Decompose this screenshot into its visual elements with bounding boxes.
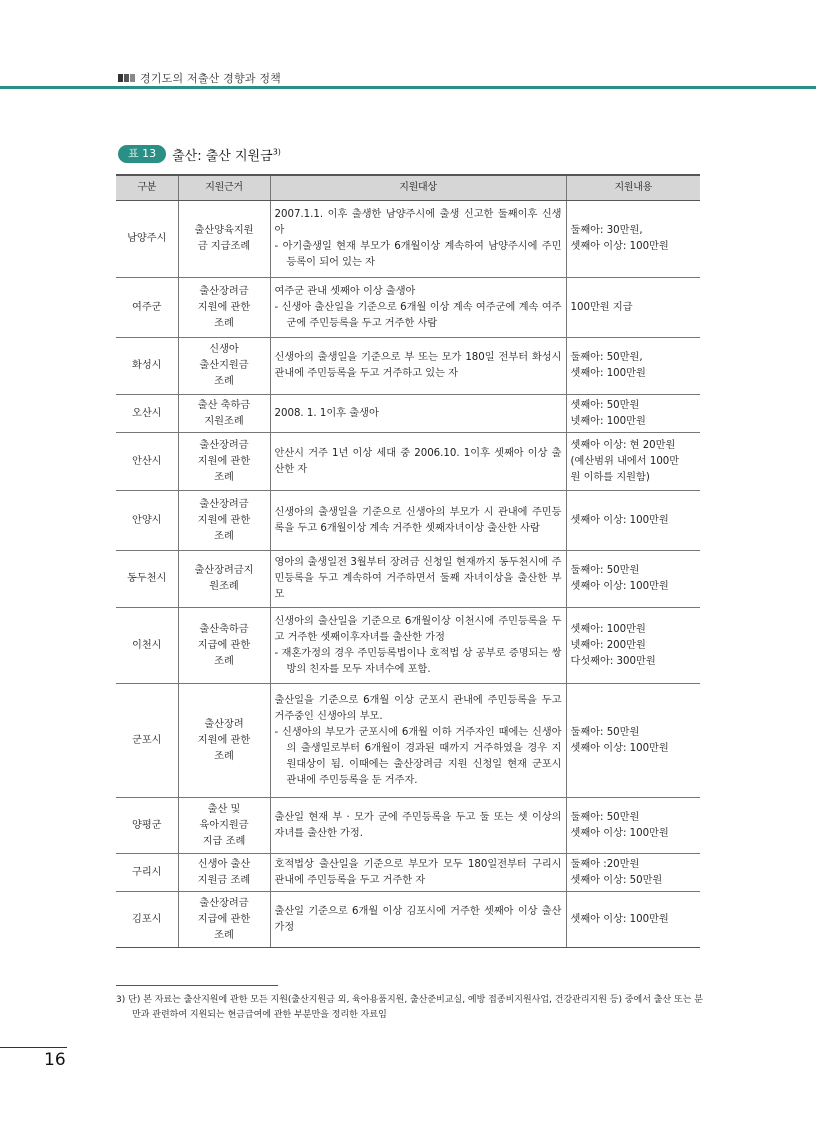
footnote-text [116, 993, 706, 1023]
header-target: 지원대상 [270, 175, 566, 201]
target-line: - 신생아 출산일을 기준으로 6개월 이상 계속 여주군에 계속 여주군에 주민등록을 두고 거주한 사람 [274, 301, 562, 329]
footnote [116, 993, 706, 1023]
cell-target [270, 201, 566, 278]
cell-region: 화성시 [116, 338, 178, 395]
header-rule [0, 86, 816, 89]
content-line: 셋째아 이상: 100만원 [570, 913, 669, 925]
birth-subsidy-table [116, 174, 700, 948]
basis-line: 출산장려금 [199, 897, 249, 909]
cell-region: 동두천시 [116, 551, 178, 608]
footnote-body: 단) 본 자료는 출산지원에 관한 모든 지원(출산지원금 외, 육아용품지원, 출산준비교실, 예방 접종비지원사업, 건강관리지원 등) 중에서 출산 또는 분만과 관련하여 지원되는 현금급여에 관한 부분만을 정리한 자료임 [128, 995, 703, 1020]
cell-basis [178, 433, 270, 491]
cell-content [566, 338, 700, 395]
basis-line: 신생아 [209, 344, 239, 355]
cell-region: 안양시 [116, 491, 178, 551]
target-line: 출산일 기준으로 6개월 이상 김포시에 거주한 셋째아 이상 출산가정 [274, 905, 562, 933]
cell-content [566, 798, 700, 854]
content-line: 100만원 지급 [570, 301, 633, 313]
basis-line: 출산장려금 [199, 498, 249, 510]
cell-basis [178, 395, 270, 433]
content-line: 셋째아 이상: 100만원 [570, 514, 669, 526]
basis-line: 신생아 출산 [197, 858, 251, 870]
cell-basis [178, 201, 270, 278]
cell-content [566, 551, 700, 608]
cell-region: 구리시 [116, 854, 178, 892]
content-line: 원 이하를 지원함) [570, 471, 650, 483]
cell-target [270, 551, 566, 608]
content-line: 셋째아 이상: 100만원 [570, 742, 669, 754]
content-line: 셋째아 이상: 100만원 [570, 581, 669, 592]
content-line: 둘째아: 50만원 [570, 811, 640, 823]
target-line: 2008. 1. 1이후 출생아 [274, 407, 379, 419]
target-line: 2007.1.1. 이후 출생한 남양주시에 출생 신고한 둘째이후 신생아 [274, 209, 562, 236]
cell-basis [178, 608, 270, 684]
target-line: 신생아의 출생일을 기준으로 신생아의 부모가 시 관내에 주민등록을 두고 6개월이상 계속 거주한 셋째자녀이상 출산한 사람 [274, 506, 562, 534]
cell-target [270, 854, 566, 892]
cell-target [270, 433, 566, 491]
content-line: 둘째아: 50만원 [570, 726, 640, 738]
header-region: 구분 [116, 175, 178, 201]
cell-basis [178, 338, 270, 395]
basis-line: 지원조례 [204, 415, 244, 427]
cell-region: 안산시 [116, 433, 178, 491]
footnote-ref: 3) [272, 147, 281, 157]
cell-target [270, 491, 566, 551]
basis-line: 조례 [214, 376, 234, 387]
table-row [116, 395, 700, 433]
basis-line: 출산축하금 [199, 623, 249, 635]
table-caption [118, 145, 281, 163]
table-title [172, 145, 281, 164]
table-row [116, 608, 700, 684]
table-row [116, 201, 700, 278]
basis-line: 지급에 관한 [197, 913, 251, 925]
table-row [116, 892, 700, 948]
basis-line: 지원에 관한 [197, 455, 251, 467]
content-line: 둘째아: 30만원, [570, 225, 643, 236]
basis-line: 원조례 [209, 581, 239, 592]
basis-line: 출산지원금 [199, 360, 249, 371]
cell-basis [178, 684, 270, 798]
cell-content [566, 278, 700, 338]
content-line: 셋째아 이상: 100만원 [570, 241, 669, 252]
basis-line: 출산양육지원 [194, 225, 254, 236]
target-line: 신생아의 출산일을 기준으로 6개월이상 이천시에 주민등록을 두고 거주한 셋째이후자녀를 출산한 가정 [274, 615, 562, 643]
running-header-title: 경기도의 저출산 경향과 정책 [140, 72, 282, 85]
target-line: 안산시 거주 1년 이상 세대 중 2006.10. 1이후 셋째아 이상 출산한 자 [274, 447, 562, 475]
cell-region: 오산시 [116, 395, 178, 433]
table-number-badge: 표 13 [118, 145, 166, 163]
table-row [116, 551, 700, 608]
target-line: 출산일을 기준으로 6개월 이상 군포시 관내에 주민등록을 두고 거주중인 신생아의 부모. [274, 694, 562, 722]
page-number: 16 [44, 1050, 66, 1070]
content-line: 셋째아: 50만원 [570, 399, 640, 411]
target-line: - 아기출생일 현재 부모가 6개월이상 계속하여 남양주시에 주민등록이 되어 있는 자 [274, 241, 562, 268]
cell-region: 남양주시 [116, 201, 178, 278]
cell-content [566, 684, 700, 798]
cell-target [270, 338, 566, 395]
basis-line: 지원에 관한 [197, 734, 251, 746]
content-line: (예산범위 내에서 100만 [570, 455, 680, 467]
basis-line: 조례 [214, 929, 234, 941]
basis-line: 지급에 관한 [197, 639, 251, 651]
header-content: 지원내용 [566, 175, 700, 201]
target-line: 영아의 출생일전 3월부터 장려금 신청일 현재까지 동두천시에 주민등록을 두고 계속하여 거주하면서 둘째 자녀이상을 출산한 부모 [274, 557, 562, 600]
basis-line: 금 지급조례 [197, 241, 251, 252]
table-header-row [116, 175, 700, 201]
basis-line: 출산장려금 [199, 439, 249, 451]
table-title-text: 출산: 출산 지원금 [172, 148, 273, 164]
content-line: 셋째아: 100만원 [570, 623, 646, 635]
cell-target [270, 798, 566, 854]
cell-content [566, 491, 700, 551]
cell-content [566, 395, 700, 433]
basis-line: 지급 조례 [202, 835, 246, 847]
basis-line: 지원금 조례 [197, 874, 251, 886]
cell-content [566, 854, 700, 892]
content-line: 넷째아: 100만원 [570, 415, 646, 427]
cell-basis [178, 551, 270, 608]
cell-content [566, 608, 700, 684]
basis-line: 출산 축하금 [197, 399, 251, 411]
cell-region: 김포시 [116, 892, 178, 948]
cell-basis [178, 798, 270, 854]
page-header [0, 0, 816, 90]
basis-line: 출산 및 [207, 803, 241, 815]
cell-target [270, 608, 566, 684]
content-line: 둘째아: 50만원, [570, 352, 643, 363]
running-header [118, 70, 281, 86]
target-line: - 신생아의 부모가 군포시에 6개월 이하 거주자인 때에는 신생아의 출생일로부터 6개월이 경과된 때까지 거주하였을 경우 지원대상이 됨. 이때에는 출산장려금 지원 신청일 현재 군포시 관내에 주민등록을 둔 거주자. [274, 726, 562, 786]
cell-basis [178, 854, 270, 892]
cell-region: 군포시 [116, 684, 178, 798]
table-row [116, 684, 700, 798]
target-line: 호적법상 출산일을 기준으로 부모가 모두 180일전부터 구리시 관내에 주민등록을 두고 거주한 자 [274, 858, 562, 886]
basis-line: 출산장려금지 [194, 565, 254, 576]
content-line: 셋째아: 100만원 [570, 368, 646, 379]
target-line: 신생아의 출생일을 기준으로 부 또는 모가 180일 전부터 화성시 관내에 주민등록을 두고 거주하고 있는 자 [274, 352, 562, 379]
cell-region: 여주군 [116, 278, 178, 338]
cell-basis [178, 892, 270, 948]
table-row [116, 433, 700, 491]
content-line: 둘째아: 50만원 [570, 565, 640, 576]
cell-content [566, 201, 700, 278]
table-row [116, 854, 700, 892]
basis-line: 육아지원금 [199, 819, 249, 831]
cell-basis [178, 491, 270, 551]
cell-target [270, 684, 566, 798]
content-line: 둘째아 :20만원 [570, 858, 640, 870]
content-line: 셋째아 이상: 현 20만원 [570, 439, 676, 451]
content-line: 다섯째아: 300만원 [570, 655, 656, 667]
table-row [116, 798, 700, 854]
cell-region: 양평군 [116, 798, 178, 854]
table-row [116, 338, 700, 395]
target-line: 여주군 관내 셋째아 이상 출생아 [274, 285, 416, 297]
content-line: 셋째아 이상: 50만원 [570, 874, 663, 886]
basis-line: 지원에 관한 [197, 514, 251, 526]
cell-content [566, 433, 700, 491]
header-squares-icon [118, 72, 136, 85]
cell-content [566, 892, 700, 948]
footnote-rule [116, 985, 278, 986]
content-line: 셋째아 이상: 100만원 [570, 827, 669, 839]
basis-line: 조례 [214, 317, 234, 329]
target-line: - 재혼가정의 경우 주민등록법이나 호적법 상 공부로 증명되는 쌍방의 친자를 모두 자녀수에 포함. [274, 647, 562, 675]
footnote-marker: 3) [116, 995, 126, 1005]
table-row [116, 278, 700, 338]
basis-line: 지원에 관한 [197, 301, 251, 313]
table-body [116, 201, 700, 948]
cell-target [270, 892, 566, 948]
cell-basis [178, 278, 270, 338]
basis-line: 조례 [214, 471, 234, 483]
header-basis: 지원근거 [178, 175, 270, 201]
cell-target [270, 395, 566, 433]
content-line: 넷째아: 200만원 [570, 639, 646, 651]
basis-line: 조례 [214, 655, 234, 667]
target-line: 출산일 현재 부 · 모가 군에 주민등록을 두고 둘 또는 셋 이상의 자녀를 출산한 가정. [274, 811, 562, 839]
table-row [116, 491, 700, 551]
cell-target [270, 278, 566, 338]
page-number-rule [0, 1047, 67, 1048]
basis-line: 조례 [214, 530, 234, 542]
basis-line: 출산장려 [204, 718, 244, 730]
basis-line: 조례 [214, 750, 234, 762]
cell-region: 이천시 [116, 608, 178, 684]
basis-line: 출산장려금 [199, 285, 249, 297]
